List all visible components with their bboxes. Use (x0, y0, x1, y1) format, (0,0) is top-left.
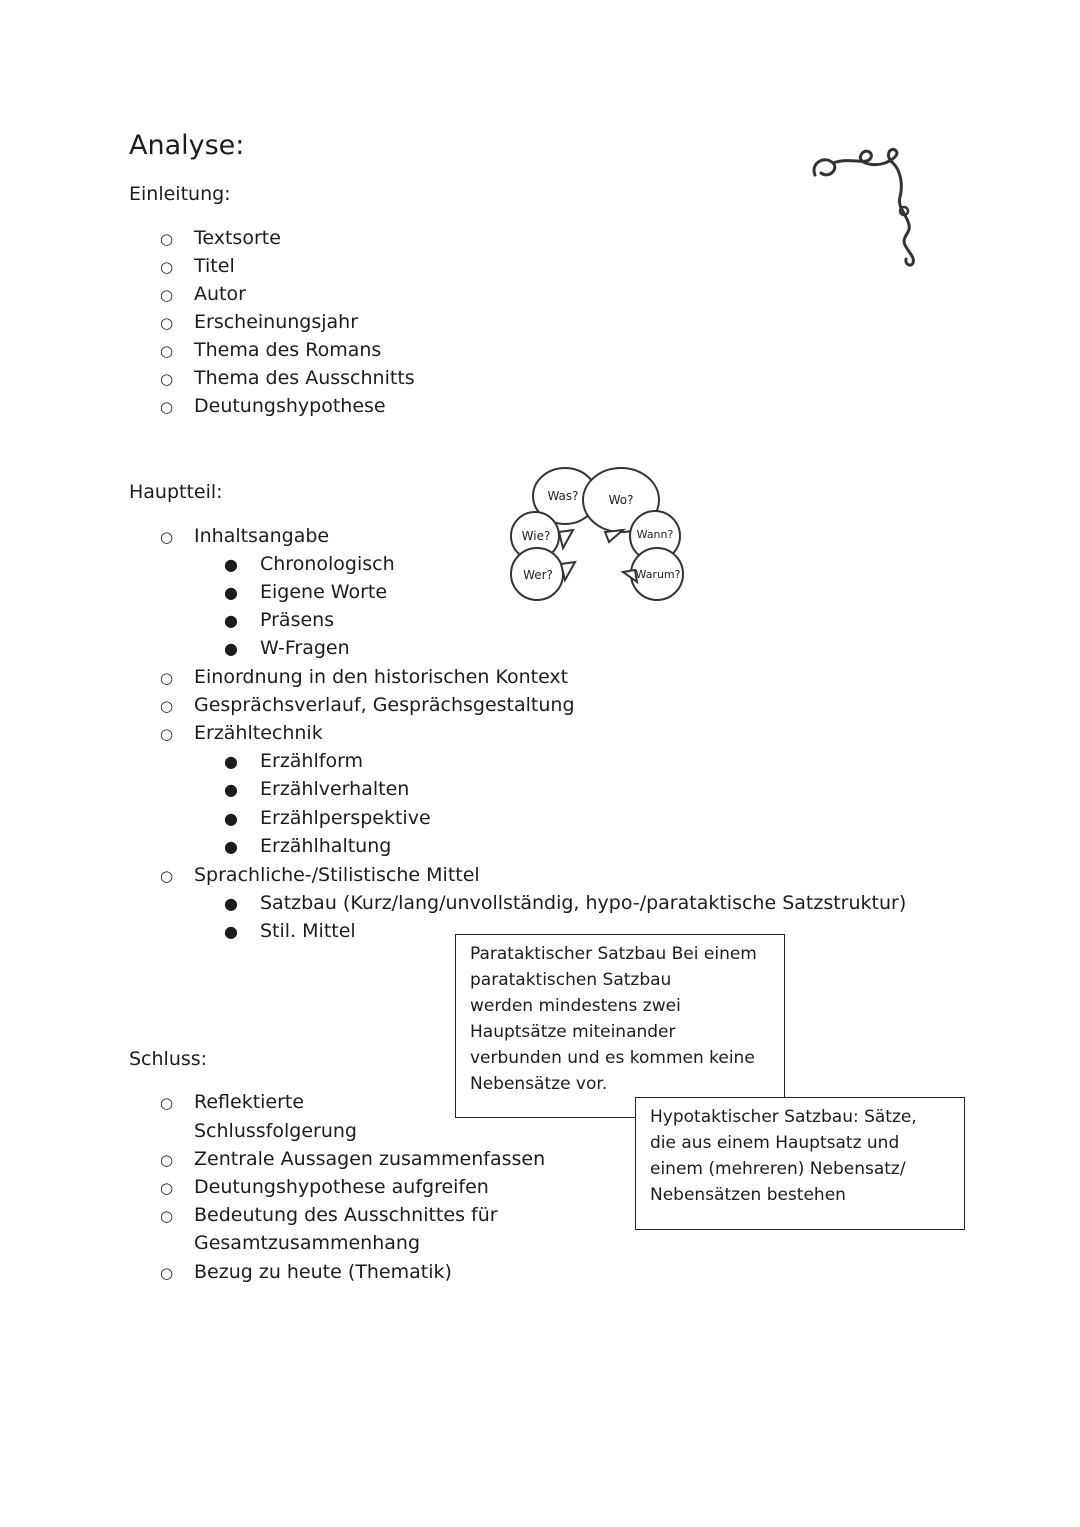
list-subitem: ● Erzählhaltung (224, 835, 392, 857)
swirl-ornament-icon (805, 145, 935, 270)
bubble-text: Wo? (608, 493, 634, 507)
parataktisch-note: Parataktischer Satzbau Bei einem parataktischen Satzbau werden mindestens zwei Hauptsätze miteinander verbunden und es kommen keine Nebensätze vor. (455, 934, 785, 1118)
bubble-text: Wer? (523, 568, 553, 582)
hauptteil-heading: Hauptteil: (129, 481, 223, 503)
list-item: ○ Erzähltechnik (160, 722, 323, 744)
list-subitem: ● Satzbau (Kurz/lang/unvollständig, hypo-/parataktische Satzstruktur) (224, 892, 907, 914)
list-item: ○ Bezug zu heute (Thematik) (160, 1261, 452, 1283)
bubble-text: Wann? (636, 528, 674, 541)
list-subitem: ● Chronologisch (224, 553, 395, 575)
bubble-text: Was? (547, 489, 579, 503)
list-item: ○ Zentrale Aussagen zusammenfassen (160, 1148, 546, 1170)
schluss-heading: Schluss: (129, 1048, 208, 1070)
list-item: ○ Bedeutung des Ausschnittes für (160, 1204, 498, 1226)
list-item: ○ Autor (160, 283, 246, 305)
list-subitem: ● Präsens (224, 609, 335, 631)
list-item: ○ Titel (160, 255, 235, 277)
list-item: ○ Textsorte (160, 227, 281, 249)
list-item: ○ Thema des Romans (160, 339, 382, 361)
w-fragen-bubbles-icon (505, 460, 690, 605)
page-title: Analyse: (129, 130, 245, 161)
list-item: ○ Deutungshypothese (160, 395, 386, 417)
list-item: ○ Einordnung in den historischen Kontext (160, 666, 569, 688)
list-item: ○ Deutungshypothese aufgreifen (160, 1176, 489, 1198)
hypotaktisch-note: Hypotaktischer Satzbau: Sätze, die aus einem Hauptsatz und einem (mehreren) Nebensatz/ Nebensätzen bestehen (635, 1097, 965, 1230)
list-subitem: ● Stil. Mittel (224, 920, 356, 942)
list-item: ○ Sprachliche-/Stilistische Mittel (160, 864, 480, 886)
list-item-continuation: Gesamtzusammenhang (194, 1232, 421, 1254)
list-subitem: ● Erzählform (224, 750, 364, 772)
list-item: ○ Gesprächsverlauf, Gesprächsgestaltung (160, 694, 575, 716)
bubble-text: Warum? (635, 568, 681, 581)
list-item: ○ Inhaltsangabe (160, 525, 330, 547)
list-item: ○ Thema des Ausschnitts (160, 367, 415, 389)
einleitung-heading: Einleitung: (129, 183, 231, 205)
bubble-text: Wie? (521, 529, 551, 543)
list-subitem: ● Erzählverhalten (224, 778, 410, 800)
list-subitem: ● W-Fragen (224, 637, 350, 659)
list-subitem: ● Eigene Worte (224, 581, 388, 603)
list-subitem: ● Erzählperspektive (224, 807, 431, 829)
list-item: ○ Reflektierte (160, 1091, 305, 1113)
list-item-continuation: Schlussfolgerung (194, 1120, 357, 1142)
list-item: ○ Erscheinungsjahr (160, 311, 359, 333)
